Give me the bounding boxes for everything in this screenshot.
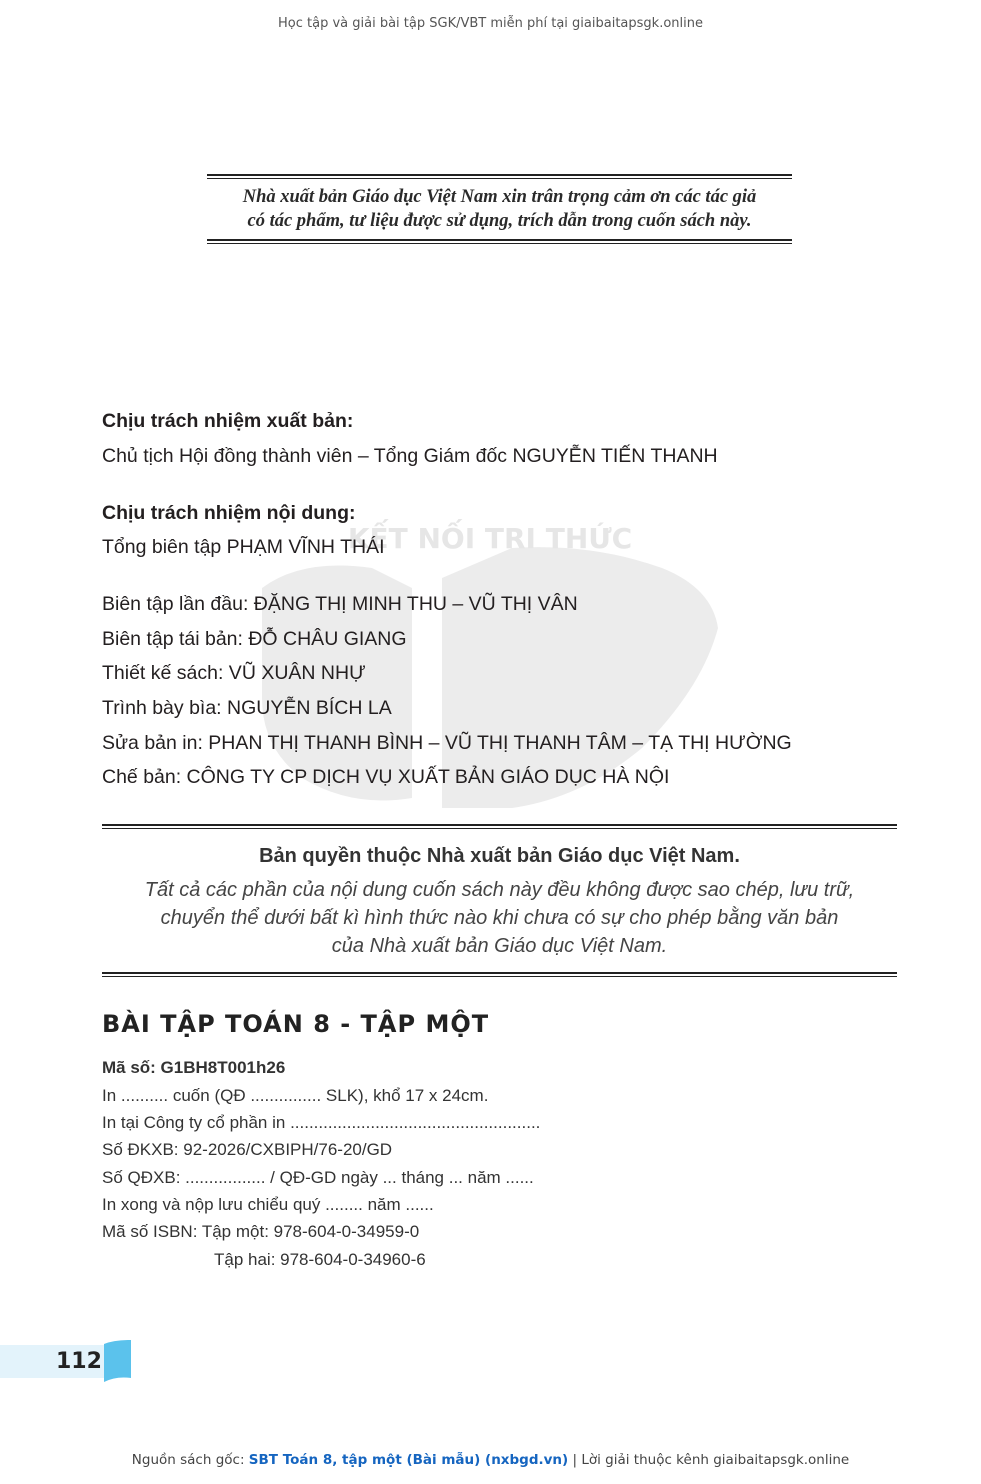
print-quantity: In .......... cuốn (QĐ ............... SLK), khổ 17 x 24cm.	[102, 1086, 489, 1105]
page-number: 112	[56, 1349, 102, 1374]
acknowledgement-bottom-rule	[207, 239, 792, 244]
isbn-volume-2: Tập hai: 978-604-0-34960-6	[214, 1250, 426, 1269]
copyright-line-2: chuyển thể dưới bất kì hình thức nào khi chưa có sự cho phép bằng văn bản	[160, 907, 839, 929]
footer-prefix: Nguồn sách gốc:	[131, 1452, 249, 1468]
page-number-tab	[0, 1340, 131, 1382]
registration-number: Số ĐKXB: 92-2026/CXBIPH/76-20/GD	[102, 1140, 393, 1159]
reprint-editor-line: Biên tập tái bản: ĐỖ CHÂU GIANG	[102, 628, 407, 650]
publishing-decision: Số QĐXB: ................. / QĐ-GD ngày ... tháng ... năm ......	[102, 1168, 534, 1187]
page-tab-flag-icon	[100, 1340, 131, 1382]
first-editor-line: Biên tập lần đầu: ĐẶNG THỊ MINH THU – VŨ THỊ VÂN	[102, 593, 578, 615]
copyright-top-rule	[102, 824, 897, 829]
copyright-line-1: Tất cả các phần của nội dung cuốn sách này đều không được sao chép, lưu trữ,	[144, 879, 855, 901]
content-responsibility-value: Tổng biên tập PHẠM VĨNH THÁI	[102, 536, 385, 558]
book-code: Mã số: G1BH8T001h26	[102, 1058, 286, 1077]
copyright-title: Bản quyền thuộc Nhà xuất bản Giáo dục Việt Nam.	[259, 845, 740, 867]
acknowledgement-top-rule	[207, 174, 792, 179]
copyright-bottom-rule	[102, 972, 897, 977]
publish-responsibility-heading: Chịu trách nhiệm xuất bản:	[102, 410, 354, 432]
acknowledgement-text	[207, 185, 792, 233]
copyright-line-3: của Nhà xuất bản Giáo dục Việt Nam.	[331, 935, 668, 957]
publish-responsibility-value: Chủ tịch Hội đồng thành viên – Tổng Giám đốc NGUYỄN TIẾN THANH	[102, 445, 718, 467]
book-title: BÀI TẬP TOÁN 8 - TẬP MỘT	[102, 1010, 490, 1038]
isbn-volume-1: Mã số ISBN: Tập một: 978-604-0-34959-0	[102, 1222, 420, 1241]
footer-suffix: | Lời giải thuộc kênh giaibaitapsgk.online	[568, 1452, 850, 1468]
copyright-box	[102, 824, 897, 977]
legal-deposit: In xong và nộp lưu chiểu quý ........ năm ......	[102, 1195, 434, 1214]
content-responsibility-heading: Chịu trách nhiệm nội dung:	[102, 502, 356, 524]
watermark-text-1: KẾT NỐI TRI THỨC	[347, 522, 633, 555]
acknowledgement-box	[207, 174, 792, 244]
printer-line: In tại Công ty cổ phần in .....................................................	[102, 1113, 541, 1132]
source-footer	[0, 1452, 981, 1468]
cover-designer-line: Trình bày bìa: NGUYỄN BÍCH LA	[102, 697, 392, 719]
site-header-note: Học tập và giải bài tập SGK/VBT miễn phí tại giaibaitapsgk.online	[278, 16, 703, 31]
typesetting-line: Chế bản: CÔNG TY CP DỊCH VỤ XUẤT BẢN GIÁO DỤC HÀ NỘI	[102, 766, 670, 788]
footer-source-link[interactable]: SBT Toán 8, tập một (Bài mẫu) (nxbgd.vn)	[248, 1452, 569, 1468]
acknowledgement-line-1: Nhà xuất bản Giáo dục Việt Nam xin trân trọng cảm ơn các tác giả	[242, 187, 757, 207]
designer-line: Thiết kế sách: VŨ XUÂN NHỰ	[102, 662, 366, 684]
copyright-body	[102, 876, 897, 960]
proofreader-line: Sửa bản in: PHAN THỊ THANH BÌNH – VŨ THỊ THANH TÂM – TẠ THỊ HƯỜNG	[102, 732, 792, 754]
acknowledgement-line-2: có tác phẩm, tư liệu được sử dụng, trích dẫn trong cuốn sách này.	[247, 211, 752, 231]
